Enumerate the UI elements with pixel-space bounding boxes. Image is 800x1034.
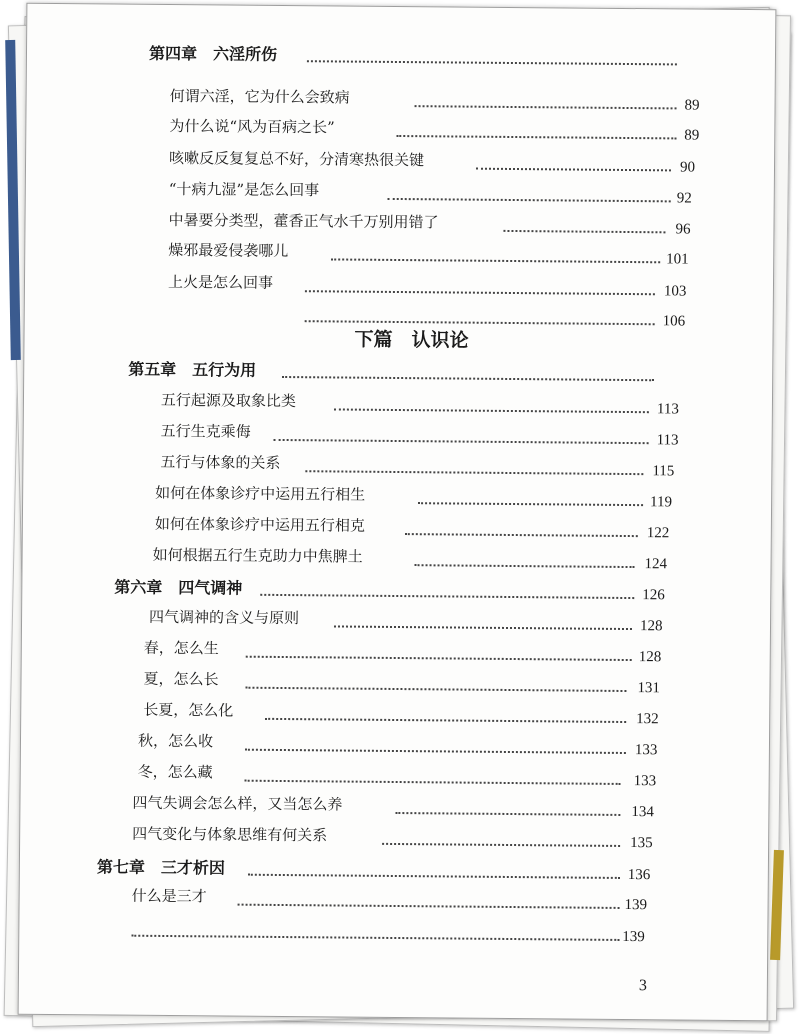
- toc-entry: [25, 208, 765, 238]
- entry-page-number: 103: [663, 283, 687, 300]
- dot-leader: [248, 874, 620, 879]
- toc-entry: [27, 84, 767, 114]
- toc-entry: [23, 543, 763, 573]
- toc-entry: [20, 822, 760, 852]
- dot-leader: [265, 718, 626, 723]
- entry-title: 为什么说“风为百病之长”: [169, 116, 335, 137]
- entry-page-number: 133: [634, 742, 658, 759]
- entry-page-number: 128: [639, 618, 663, 635]
- dot-leader: [246, 656, 632, 661]
- dot-leader: [396, 135, 676, 139]
- entry-page-number: 119: [650, 494, 673, 511]
- toc-entry: [22, 636, 762, 666]
- dot-leader: [238, 904, 620, 909]
- entry-page-number: 128: [638, 649, 662, 666]
- toc-entry: [26, 146, 766, 176]
- entry-title: 夏，怎么长: [143, 669, 219, 689]
- toc-entry: [21, 667, 761, 697]
- entry-page-number: 89: [684, 97, 700, 114]
- entry-title: 五行生克乘侮: [160, 421, 251, 441]
- entry-title: 春，怎么生: [143, 638, 219, 658]
- toc-chapter-heading: [27, 40, 767, 70]
- entry-title: 如何根据五行生克助力中焦脾土: [152, 545, 363, 566]
- entry-title: 咳嗽反反复复总不好，分清寒热很关键: [169, 148, 425, 170]
- toc-entry: [22, 605, 762, 635]
- entry-title: 中暑要分类型，藿香正气水千万别用错了: [168, 210, 439, 232]
- toc-entry: [23, 512, 763, 542]
- dot-leader: [382, 843, 620, 847]
- dot-leader: [245, 687, 626, 692]
- dot-leader: [476, 168, 671, 172]
- dot-leader: [415, 564, 635, 568]
- entry-page-number: 113: [656, 401, 679, 418]
- toc-entry: [25, 238, 765, 268]
- dot-leader: [395, 812, 620, 816]
- entry-page-number: 113: [656, 432, 679, 449]
- entry-title: 冬，怎么藏: [137, 762, 213, 782]
- dot-leader: [415, 105, 677, 109]
- dot-leader: [245, 780, 621, 785]
- toc-entry: [23, 450, 763, 480]
- entry-page-number: 133: [633, 773, 657, 790]
- dot-leader: [388, 198, 671, 202]
- entry-title: 长夏，怎么化: [143, 700, 234, 720]
- dot-leader: [405, 533, 638, 537]
- dot-leader: [503, 230, 665, 233]
- entry-page-number: 139: [624, 897, 648, 914]
- toc-entry: [19, 916, 759, 946]
- dot-leader: [245, 749, 626, 754]
- dot-leader: [282, 376, 654, 381]
- part-title: 下篇 认识论: [354, 328, 469, 352]
- entry-title: 燥邪最爱侵袭哪儿: [168, 240, 289, 261]
- toc-page: [18, 3, 777, 1022]
- entry-title: 秋，怎么收: [137, 731, 214, 751]
- entry-title: 四气变化与体象思维有何关系: [132, 824, 328, 845]
- chapter-title: 第六章 四气调神: [114, 577, 243, 598]
- entry-page-number: 132: [636, 711, 659, 728]
- toc-entry: [24, 388, 764, 418]
- entry-page-number: 106: [662, 313, 686, 330]
- toc-entry: [21, 729, 761, 759]
- entry-title: 什么是三才: [131, 886, 207, 906]
- entry-page-number: 89: [684, 127, 700, 144]
- toc-chapter-heading: [24, 356, 764, 386]
- toc-entry: [26, 114, 766, 144]
- entry-title: 上火是怎么回事: [167, 272, 274, 292]
- entry-title: 四气失调会怎么样，又当怎么养: [132, 793, 343, 814]
- dot-leader: [418, 502, 643, 506]
- toc-entry: [24, 419, 764, 449]
- entry-title: 如何在体象诊疗中运用五行相生: [155, 483, 366, 504]
- entry-page-number: 124: [644, 556, 668, 573]
- entry-page-number: 131: [637, 680, 661, 697]
- toc-entry: [23, 481, 763, 511]
- dot-leader: [331, 258, 660, 263]
- entry-page-number: 126: [642, 587, 665, 604]
- toc-chapter-heading: [20, 854, 760, 884]
- page-number: 3: [638, 977, 647, 995]
- dot-leader: [334, 408, 649, 413]
- entry-title: 如何在体象诊疗中运用五行相克: [154, 514, 365, 535]
- entry-page-number: 115: [652, 463, 675, 480]
- toc-chapter-heading: [22, 574, 762, 604]
- dot-leader: [305, 470, 643, 475]
- dot-leader: [274, 439, 649, 444]
- chapter-title: 第四章 六淫所伤: [148, 43, 278, 64]
- entry-page-number: 96: [675, 221, 691, 238]
- toc-entry: [21, 760, 761, 790]
- entry-title: 四气调神的含义与原则: [148, 607, 300, 628]
- entry-title: 五行起源及取象比类: [160, 390, 297, 411]
- entry-title: 五行与体象的关系: [160, 452, 281, 472]
- dot-leader: [305, 290, 655, 295]
- entry-page-number: 139: [622, 928, 645, 946]
- dot-leader: [131, 935, 619, 941]
- chapter-title: 第五章 五行为用: [128, 359, 257, 380]
- entry-page-number: 92: [676, 190, 692, 207]
- entry-page-number: 101: [666, 251, 689, 268]
- dot-leader: [260, 594, 634, 599]
- toc-entry: [21, 698, 761, 728]
- entry-page-number: 136: [627, 867, 651, 884]
- entry-title: “十病九湿”是怎么回事: [168, 179, 320, 200]
- entry-page-number: 134: [631, 804, 654, 821]
- entry-page-number: 122: [646, 525, 670, 542]
- entry-title: 何谓六淫，它为什么会致病: [169, 87, 350, 107]
- dot-leader: [307, 60, 677, 65]
- entry-page-number: 90: [679, 159, 696, 176]
- entry-page-number: 135: [630, 835, 653, 852]
- chapter-title: 第七章 三才析因: [96, 857, 225, 878]
- dot-leader: [334, 625, 632, 630]
- toc-entry: [20, 884, 760, 914]
- toc-entry: [26, 177, 766, 207]
- toc-entry: [25, 270, 765, 300]
- toc-entry: [20, 791, 760, 821]
